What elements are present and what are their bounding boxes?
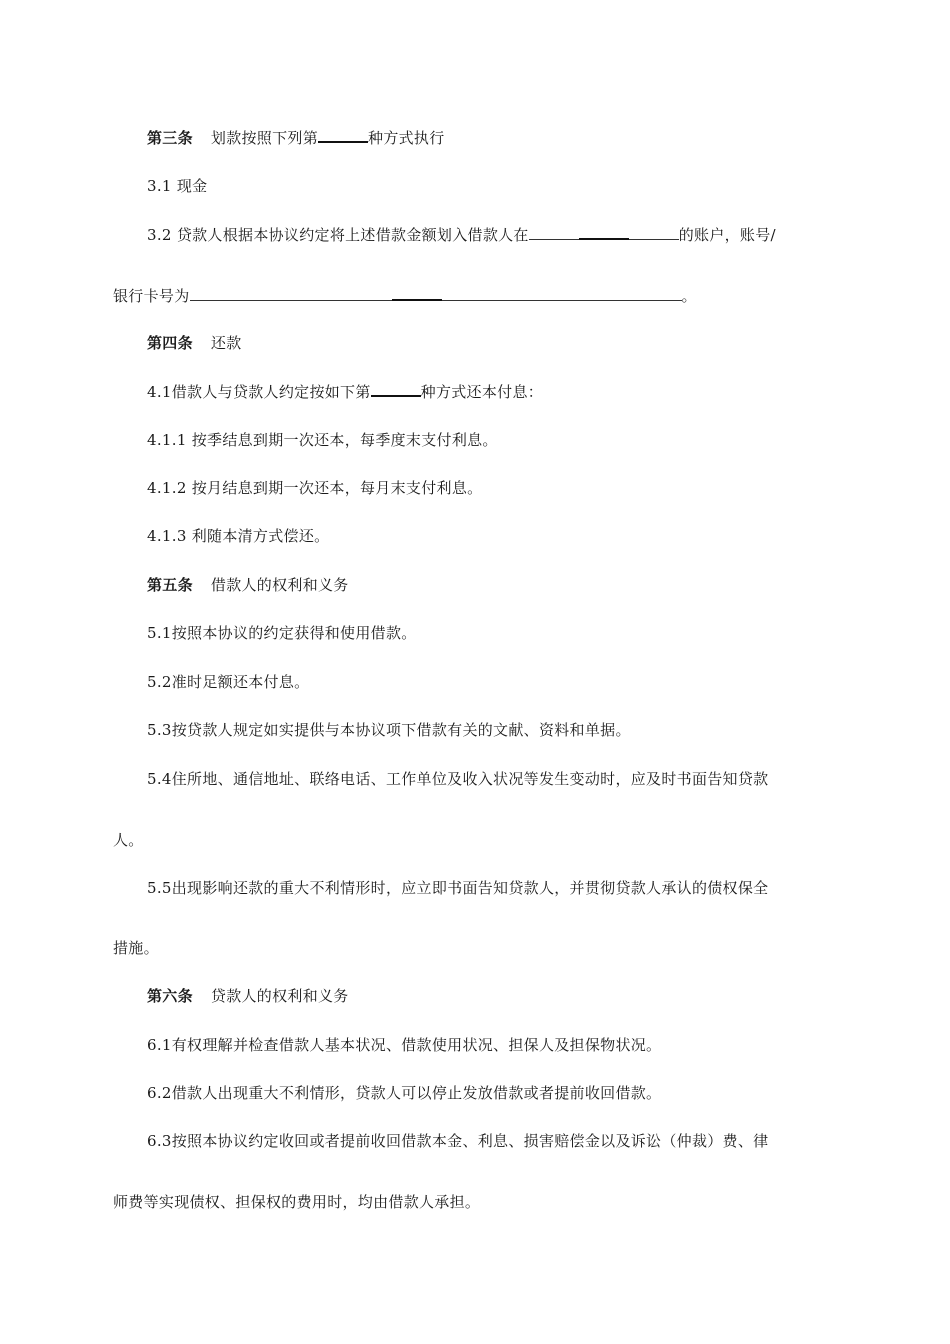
account-number-blank[interactable] (190, 285, 682, 306)
clause-6-3-line2: 师费等实现债权、担保权的费用时，均由借款人承担。 (113, 1193, 481, 1211)
clause-3-2-text-b: 的账户，账号/ (678, 226, 776, 244)
article-4-heading: 第四条 (147, 334, 193, 352)
clause-4-1-2: 4.1.2 按月结息到期一次还本，每月末支付利息。 (147, 479, 483, 497)
article-4-title-line (147, 333, 242, 353)
article-6-heading: 第六条 (147, 987, 193, 1005)
clause-5-4-line2: 人。 (113, 831, 144, 849)
clause-3-2-text-c: 银行卡号为 (113, 287, 190, 305)
clause-5-3: 5.3按贷款人规定如实提供与本协议项下借款有关的文献、资料和单据。 (147, 721, 631, 739)
clause-5-1: 5.1按照本协议的约定获得和使用借款。 (147, 624, 417, 642)
article-3-heading: 第三条 (147, 129, 193, 147)
clause-5-5-line2: 措施。 (113, 939, 159, 957)
clause-4-1-3: 4.1.3 利随本清方式偿还。 (147, 527, 330, 545)
clause-5-4-line1: 5.4住所地、通信地址、联络电话、工作单位及收入状况等发生变动时，应及时书面告知贷款 (147, 770, 769, 788)
clause-6-2: 6.2借款人出现重大不利情形，贷款人可以停止发放借款或者提前收回借款。 (147, 1084, 662, 1102)
repayment-method-blank[interactable] (371, 381, 421, 397)
article-3-title-b: 种方式执行 (368, 129, 445, 147)
clause-6-1: 6.1有权理解并检查借款人基本状况、借款使用状况、担保人及担保物状况。 (147, 1036, 662, 1054)
clause-3-2-text-a: 3.2 贷款人根据本协议约定将上述借款金额划入借款人在 (147, 226, 529, 244)
article-3-title-line (147, 127, 445, 148)
article-6-title-line (147, 986, 349, 1006)
clause-3-2-line1 (147, 224, 776, 245)
article-3-title-a: 划款按照下列第 (210, 129, 319, 147)
clause-4-1-text-b: 种方式还本付息： (420, 383, 544, 401)
clause-4-1-text-a: 4.1借款人与贷款人约定按如下第 (147, 383, 371, 401)
article-4-title: 还款 (210, 334, 242, 352)
clause-4-1-1: 4.1.1 按季结息到期一次还本，每季度末支付利息。 (147, 431, 498, 449)
article-5-title: 借款人的权利和义务 (210, 576, 349, 594)
bank-name-blank[interactable] (529, 224, 679, 245)
clause-3-2-text-d: 。 (681, 287, 697, 305)
article-6-title: 贷款人的权利和义务 (210, 987, 349, 1005)
article-5-title-line (147, 575, 349, 595)
clause-6-3-line1: 6.3按照本协议约定收回或者提前收回借款本金、利息、损害赔偿金以及诉讼（仲裁）费、律 (147, 1132, 769, 1150)
clause-5-2: 5.2准时足额还本付息。 (147, 673, 310, 691)
clause-3-2-line2 (113, 285, 697, 306)
article-5-heading: 第五条 (147, 576, 193, 594)
clause-4-1 (147, 381, 543, 402)
clause-3-1: 3.1 现金 (147, 177, 208, 195)
clause-5-5-line1: 5.5出现影响还款的重大不利情形时，应立即书面告知贷款人，并贯彻贷款人承认的债权保全 (147, 879, 769, 897)
payment-method-blank[interactable] (318, 127, 368, 143)
